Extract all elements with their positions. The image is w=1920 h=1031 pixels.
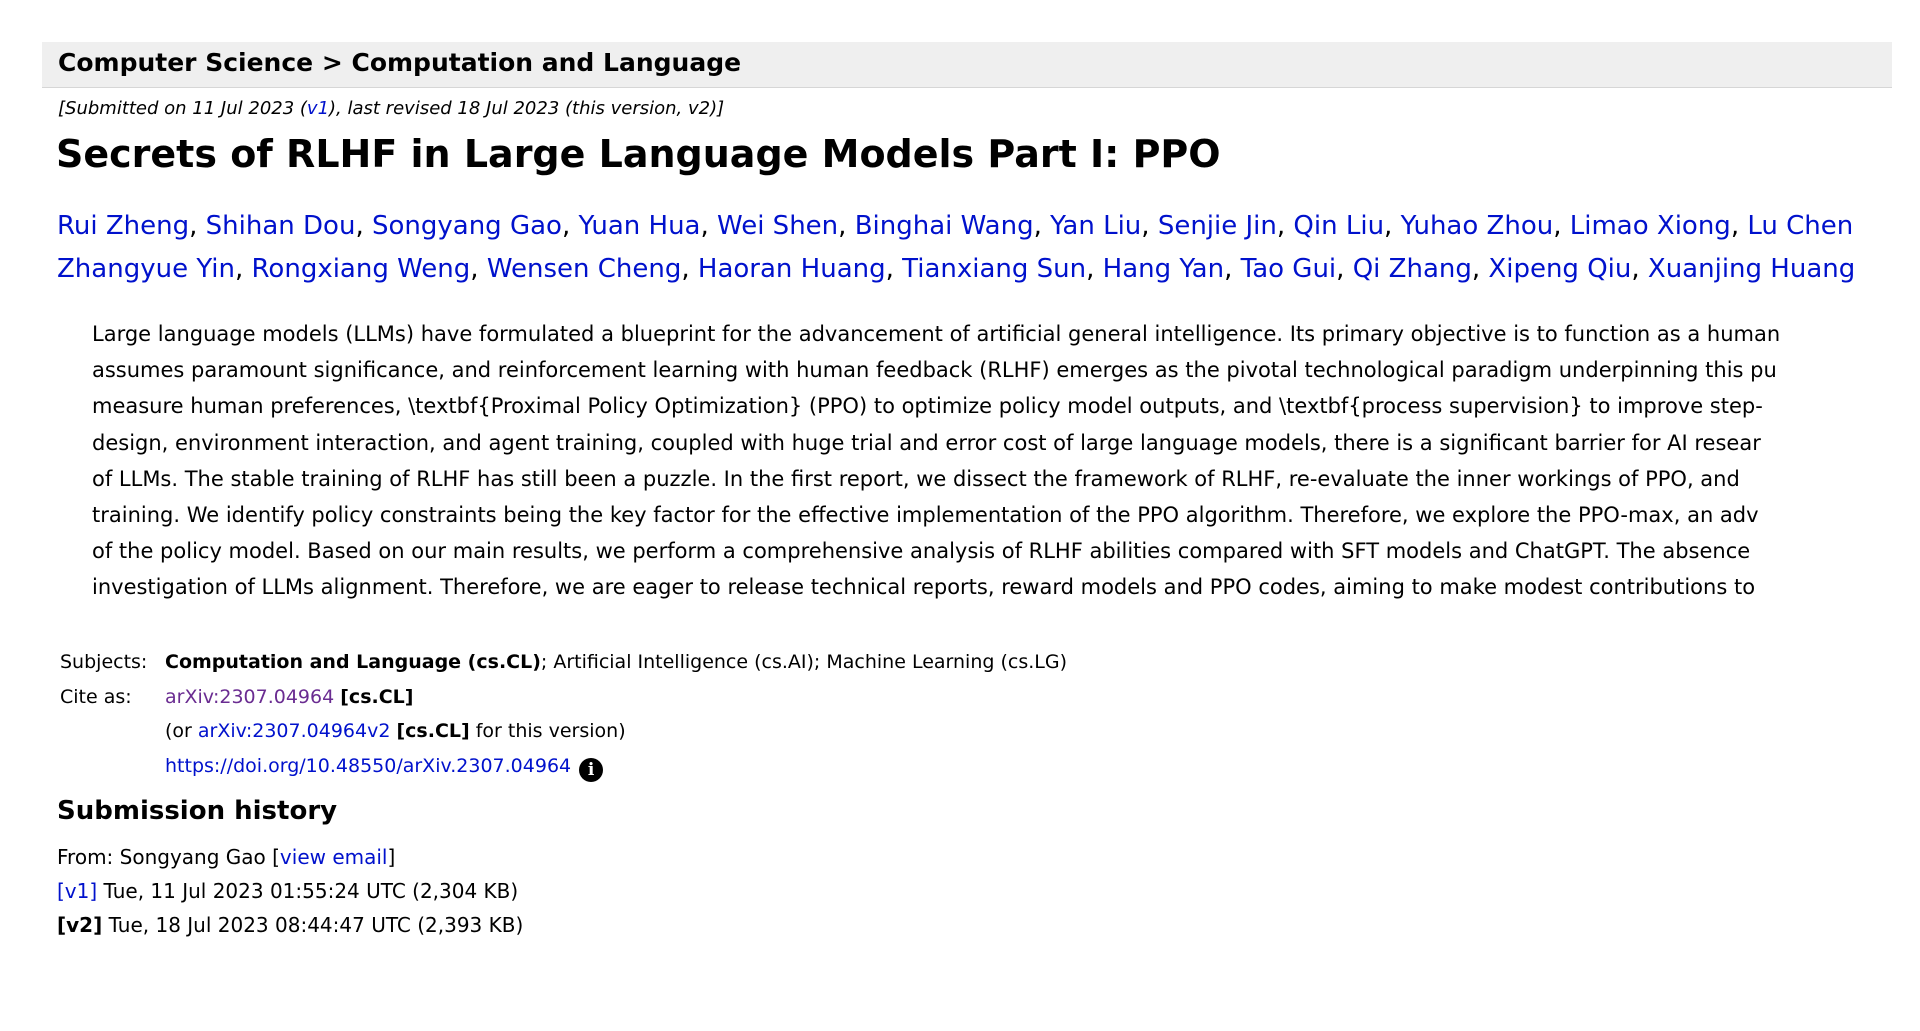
author-separator: ,	[561, 211, 579, 241]
author-link[interactable]: Haoran Huang	[697, 254, 886, 284]
author-link[interactable]: Hang Yan	[1102, 254, 1225, 284]
breadcrumb: Computer Science > Computation and Language	[58, 48, 742, 77]
author-separator: ,	[1384, 211, 1401, 241]
submission-dateline	[58, 98, 724, 119]
dateline-suffix: ), last revised 18 Jul 2023 (this version, v2)]	[329, 98, 725, 119]
author-link[interactable]: Senjie Jin	[1157, 211, 1277, 241]
abstract-line: Large language models (LLMs) have formulated a blueprint for the advancement of artificial general intelligence. Its primary objective is to function as a human	[92, 322, 1781, 346]
author-link[interactable]: Qi Zhang	[1352, 254, 1472, 284]
doi-link[interactable]: https://doi.org/10.48550/arXiv.2307.04964	[165, 754, 572, 777]
author-separator: ,	[885, 254, 903, 284]
v2-details: Tue, 18 Jul 2023 08:44:47 UTC (2,393 KB)	[102, 913, 524, 937]
view-email-link[interactable]: view email	[279, 845, 388, 869]
cite-row	[60, 680, 1067, 715]
abstract	[92, 316, 1892, 606]
version-value	[165, 714, 626, 749]
author-separator: ,	[470, 254, 487, 284]
abstract-line: of LLMs. The stable training of RLHF has still been a puzzle. In the first report, we dissect the framework of RLHF, re-evaluate the inner workings of PPO, and	[92, 466, 1740, 491]
author-separator: ,	[700, 211, 718, 241]
abstract-line: measure human preferences, \textbf{Proximal Policy Optimization} (PPO) to optimize policy model outputs, and \textbf{process supervision} to improve step-	[92, 394, 1763, 419]
v2-label: [v2]	[57, 913, 103, 937]
submission-history	[57, 840, 523, 942]
version-prefix: (or	[165, 720, 198, 742]
author-link[interactable]: Tianxiang Sun	[902, 254, 1087, 284]
abstract-line: of the policy model. Based on our main results, we perform a comprehensive analysis of RLHF abilities compared with SFT models and ChatGPT. The absence	[92, 539, 1751, 564]
history-v1	[57, 874, 523, 908]
author-line	[57, 205, 1892, 248]
version-arxiv-link[interactable]: arXiv:2307.04964v2	[197, 720, 391, 742]
author-separator: ,	[235, 254, 252, 284]
version-suffix: for this version)	[469, 720, 626, 742]
subjects-row	[60, 645, 1067, 680]
author-link[interactable]: Yuhao Zhou	[1400, 211, 1554, 241]
author-link[interactable]: Limao Xiong	[1569, 211, 1731, 241]
from-suffix: ]	[387, 845, 396, 869]
author-link[interactable]: Wensen Cheng	[486, 254, 682, 284]
author-separator: ,	[1086, 254, 1103, 284]
author-separator: ,	[1631, 254, 1648, 284]
abstract-line: assumes paramount significance, and reinforcement learning with human feedback (RLHF) emerges as the pivotal technological paradigm underpinning this pu	[92, 358, 1777, 383]
author-link[interactable]: Binghai Wang	[854, 211, 1034, 241]
cite-category: [cs.CL]	[340, 685, 414, 708]
subjects-value	[165, 645, 1067, 680]
info-icon[interactable]: i	[579, 758, 603, 782]
doi-label-spacer	[60, 749, 165, 784]
version-row	[60, 714, 1067, 749]
author-separator: ,	[681, 254, 698, 284]
author-link[interactable]: Shihan Dou	[205, 211, 356, 241]
author-link[interactable]: Songyang Gao	[371, 211, 562, 241]
author-separator: ,	[1276, 211, 1294, 241]
author-separator: ,	[838, 211, 855, 241]
author-link[interactable]: Xipeng Qiu	[1488, 254, 1632, 284]
author-link[interactable]: Yuan Hua	[578, 211, 701, 241]
abstract-line: training. We identify policy constraints being the key factor for the effective implementation of the PPO algorithm. Therefore, we explore the PPO-max, an adv	[92, 503, 1759, 528]
author-link[interactable]: Rui Zheng	[57, 211, 190, 241]
other-subjects: ; Artificial Intelligence (cs.AI); Machine Learning (cs.LG)	[540, 651, 1067, 673]
author-separator: ,	[1224, 254, 1241, 284]
primary-subject: Computation and Language (cs.CL)	[165, 651, 541, 673]
author-link[interactable]: Tao Gui	[1240, 254, 1337, 284]
author-separator: ,	[1730, 211, 1748, 241]
author-link[interactable]: Xuanjing Huang	[1647, 254, 1856, 284]
abstract-line: design, environment interaction, and agent training, coupled with huge trial and error cost of large language models, there is a significant barrier for AI resear	[92, 430, 1761, 455]
from-prefix: From: Songyang Gao [	[57, 845, 280, 869]
cite-label: Cite as:	[60, 685, 132, 708]
header-bar	[42, 42, 1892, 88]
author-link[interactable]: Yan Liu	[1050, 211, 1142, 241]
author-list	[57, 205, 1892, 291]
v1-link[interactable]: [v1]	[57, 879, 98, 903]
author-link[interactable]: Wei Shen	[717, 211, 839, 241]
author-separator: ,	[189, 211, 206, 241]
author-link[interactable]: Zhangyue Yin	[57, 254, 235, 284]
author-line	[57, 248, 1892, 291]
abstract-line: investigation of LLMs alignment. Therefore, we are eager to release technical reports, reward models and PPO codes, aiming to make modest contributions to	[92, 575, 1756, 600]
author-separator: ,	[1033, 211, 1051, 241]
submission-history-heading: Submission history	[57, 796, 338, 826]
author-link[interactable]: Rongxiang Weng	[251, 254, 471, 284]
author-separator: ,	[1471, 254, 1489, 284]
author-separator: ,	[1141, 211, 1158, 241]
paper-title: Secrets of RLHF in Large Language Models Part I: PPO	[56, 132, 1221, 176]
author-link[interactable]: Lu Chen	[1747, 211, 1854, 241]
version-label-spacer	[60, 714, 165, 749]
subjects-label: Subjects:	[60, 651, 148, 673]
cite-value	[165, 680, 413, 715]
doi-value	[165, 749, 603, 784]
doi-row	[60, 749, 1067, 784]
author-separator: ,	[1336, 254, 1353, 284]
history-from	[57, 840, 523, 874]
cite-arxiv-link[interactable]: arXiv:2307.04964	[165, 685, 335, 708]
author-separator: ,	[355, 211, 372, 241]
author-separator: ,	[1553, 211, 1570, 241]
v1-details: Tue, 11 Jul 2023 01:55:24 UTC (2,304 KB)	[97, 879, 519, 903]
author-link[interactable]: Qin Liu	[1293, 211, 1385, 241]
history-v2	[57, 908, 523, 942]
dateline-prefix: [Submitted on 11 Jul 2023 (	[58, 98, 307, 119]
dateline-v1-link[interactable]: v1	[306, 98, 330, 119]
version-category: [cs.CL]	[396, 720, 470, 742]
metatable	[60, 645, 1067, 783]
